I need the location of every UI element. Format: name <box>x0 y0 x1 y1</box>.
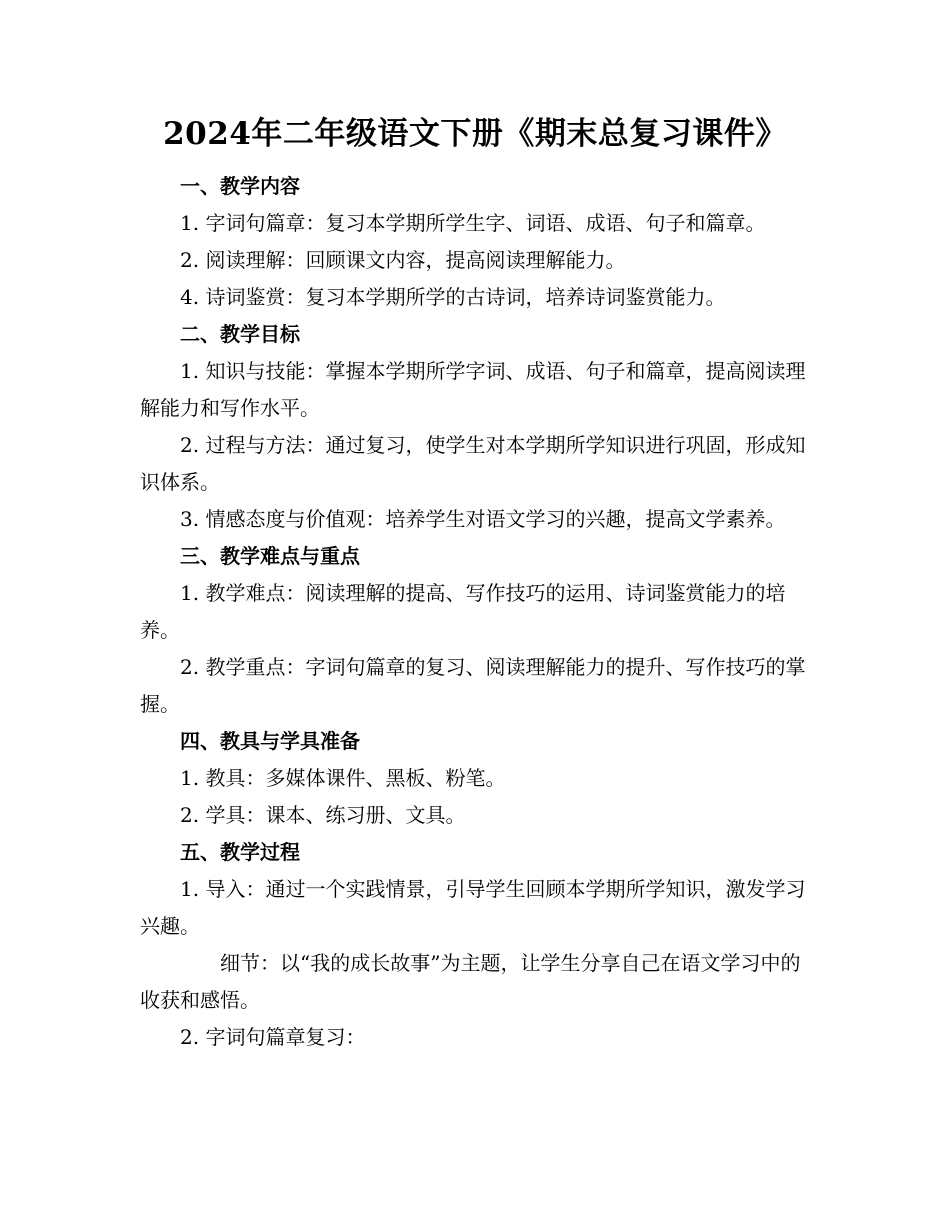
list-item: 1. 字词句篇章：复习本学期所学生字、词语、成语、句子和篇章。 <box>180 211 766 235</box>
list-item: 1. 教具：多媒体课件、黑板、粉笔。 <box>180 766 506 790</box>
section-heading: 五、教学过程 <box>180 840 300 864</box>
list-item: 1. 知识与技能：掌握本学期所学字词、成语、句子和篇章，提高阅读理解能力和写作水平。 <box>140 359 806 420</box>
list-item: 4. 诗词鉴赏：复习本学期所学的古诗词，培养诗词鉴赏能力。 <box>180 285 726 309</box>
list-item: 2. 阅读理解：回顾课文内容，提高阅读理解能力。 <box>180 248 626 272</box>
list-item: 1. 教学难点：阅读理解的提高、写作技巧的运用、诗词鉴赏能力的培养。 <box>140 581 786 642</box>
document-body <box>140 168 820 1056</box>
list-item: 2. 字词句篇章复习： <box>180 1025 366 1049</box>
section-heading: 二、教学目标 <box>180 322 300 346</box>
list-item: 2. 教学重点：字词句篇章的复习、阅读理解能力的提升、写作技巧的掌握。 <box>140 655 806 716</box>
document-title: 2024年二年级语文下册《期末总复习课件》 <box>163 116 787 152</box>
section-heading: 四、教具与学具准备 <box>180 729 360 753</box>
list-item: 2. 过程与方法：通过复习，使学生对本学期所学知识进行巩固，形成知识体系。 <box>140 433 806 494</box>
detail-paragraph: 细节：以“我的成长故事”为主题，让学生分享自己在语文学习中的收获和感悟。 <box>140 951 801 1012</box>
section-heading: 一、教学内容 <box>180 174 300 198</box>
list-item: 1. 导入：通过一个实践情景，引导学生回顾本学期所学知识，激发学习兴趣。 <box>140 877 806 938</box>
list-item: 2. 学具：课本、练习册、文具。 <box>180 803 466 827</box>
list-item: 3. 情感态度与价值观：培养学生对语文学习的兴趣，提高文学素养。 <box>180 507 786 531</box>
section-heading: 三、教学难点与重点 <box>180 544 360 568</box>
